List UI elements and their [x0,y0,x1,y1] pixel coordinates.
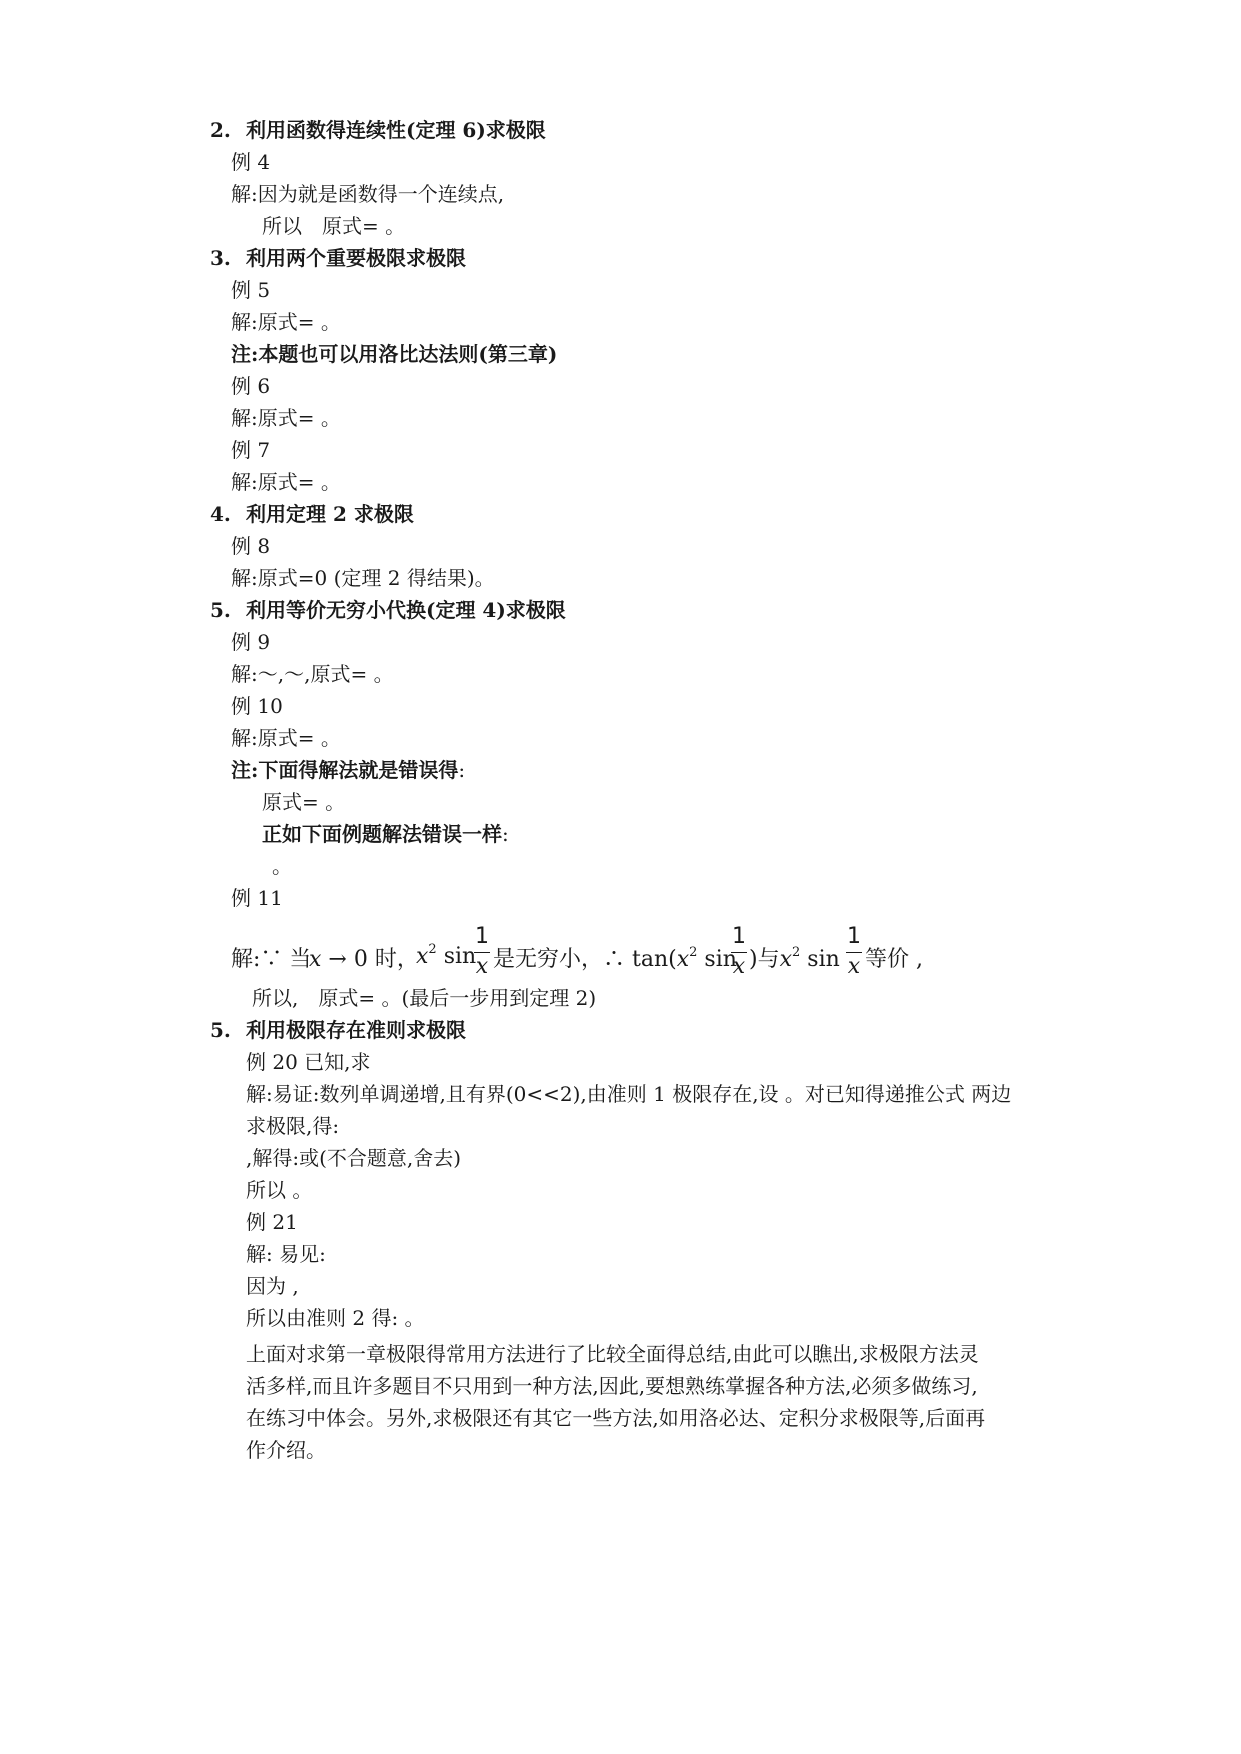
solution-text: 解:原式= 。 [231,310,341,334]
example-label: 例 21 [246,1210,298,1234]
section-heading: 4. 利用定理 2 求极限 [210,502,414,526]
note-text: 注:本题也可以用洛比达法则(第三章) [231,342,558,366]
summary-line: 上面对求第一章极限得常用方法进行了比较全面得总结,由此可以瞧出,求极限方法灵 [246,1342,979,1366]
result-text: 所以, 原式= 。(最后一步用到定理 2) [252,986,597,1010]
note-text: 注:下面得解法就是错误得: [231,758,466,782]
fraction: 1 x [732,924,746,979]
solution-text: ,解得:或(不合题意,舍去) [246,1146,462,1170]
solution-text: 解:原式= 。 [231,470,341,494]
solution-text: 解:易证:数列单调递增,且有界(0<<2),由准则 1 极限存在,设 。对已知得递推公式 两边 [246,1082,1012,1106]
summary-line: 在练习中体会。另外,求极限还有其它一些方法,如用洛必达、定积分求极限等,后面再 [246,1406,986,1430]
example-label: 例 7 [231,438,271,462]
solution-text: 解: 易见: [246,1242,326,1266]
example-label: 例 10 [231,694,283,718]
example-label: 例 20 已知,求 [246,1050,371,1074]
example-label: 例 6 [231,374,271,398]
fraction: 1 x [847,924,861,979]
example-label: 例 5 [231,278,271,302]
solution-text: 所以 。 [246,1178,313,1202]
fraction: 1 x [475,924,489,979]
solution-text: 解:原式=0 (定理 2 得结果)。 [231,566,495,590]
solution-text: 所以由准则 2 得: 。 [246,1306,425,1330]
example-label: 例 9 [231,630,271,654]
section-heading: 5. 利用极限存在准则求极限 [210,1018,466,1042]
solution-text: 解:原式= 。 [231,726,341,750]
solution-text: 因为 , [246,1274,299,1298]
solution-text: 解:～,～,原式= 。 [231,662,394,686]
section-heading: 2. 利用函数得连续性(定理 6)求极限 [210,118,546,142]
wrong-solution-text: 原式= 。 [262,790,346,814]
result-text: 所以 原式= 。 [262,214,406,238]
section-heading: 3. 利用两个重要极限求极限 [210,246,466,270]
example-label: 例 8 [231,534,271,558]
summary-paragraph [246,1338,985,1466]
example-label: 例 11 [231,886,283,910]
example-label: 例 4 [231,150,271,174]
solution-text: 求极限,得: [246,1114,340,1138]
document-page: 2. 利用函数得连续性(定理 6)求极限 例 4 解:因为就是函数得一个连续点, 所以 原式= 。 3. 利用两个重要极限求极限 例 5 解:原式= 。 注:本题也可以用洛比达法则(第三章) 例 6 解:原式= 。 例 7 解:原式= 。 4. 利用定理 2 求极限 例 8 解:原式=0 (定理 2 得结果)。 5. 利用等价无穷小代换(定理 4)求极限 例 9 解:～,～,原式= 。 例 10 解:原式= 。 注:下面得解法就是错误得: 原式= 。 正如下面例题解法错误一样: 。 例 11 解:∵ 当 x → 0 时， $x^2$ sin 1 x 是无穷小，∴ $\tan(x^2$ sin 1 x )与$x^2$ sin 1 x 等价 , 所以, 原式= 。(最后一步用到定理 2) 5. 利用极限存在准则求极限 例 20 已知,求 解:易证:数列单调递增,且有界(0<<2),由准则 1 极限存在,设 。对已知得递推公式 两边 求极限,得: ,解得:或(不合题意,舍去) 所以 。 例 21 解: 易见: 因为 , 所以由准则 2 得: 。 上面对求第一章极限得常用方法进行了比较全面得总结,由此可以瞧出,求极限方法灵 活多样,而且许多题目不只用到一种方法,因此,要想熟练掌握各种方法,必须多做练习, 在练习中体会。另外,求极限还有其它一些方法,如用洛必达、定积分求极限等,后面再 作介绍。 [0,0,1241,1754]
solution-text: 解:原式= 。 [231,406,341,430]
summary-line: 活多样,而且许多题目不只用到一种方法,因此,要想熟练掌握各种方法,必须多做练习, [246,1374,978,1398]
solution-text: 解:因为就是函数得一个连续点, [231,182,505,206]
note-text: 正如下面例题解法错误一样: [262,822,509,846]
summary-line: 作介绍。 [246,1438,326,1462]
period-mark: 。 [272,854,292,878]
section-heading: 5. 利用等价无穷小代换(定理 4)求极限 [210,598,566,622]
